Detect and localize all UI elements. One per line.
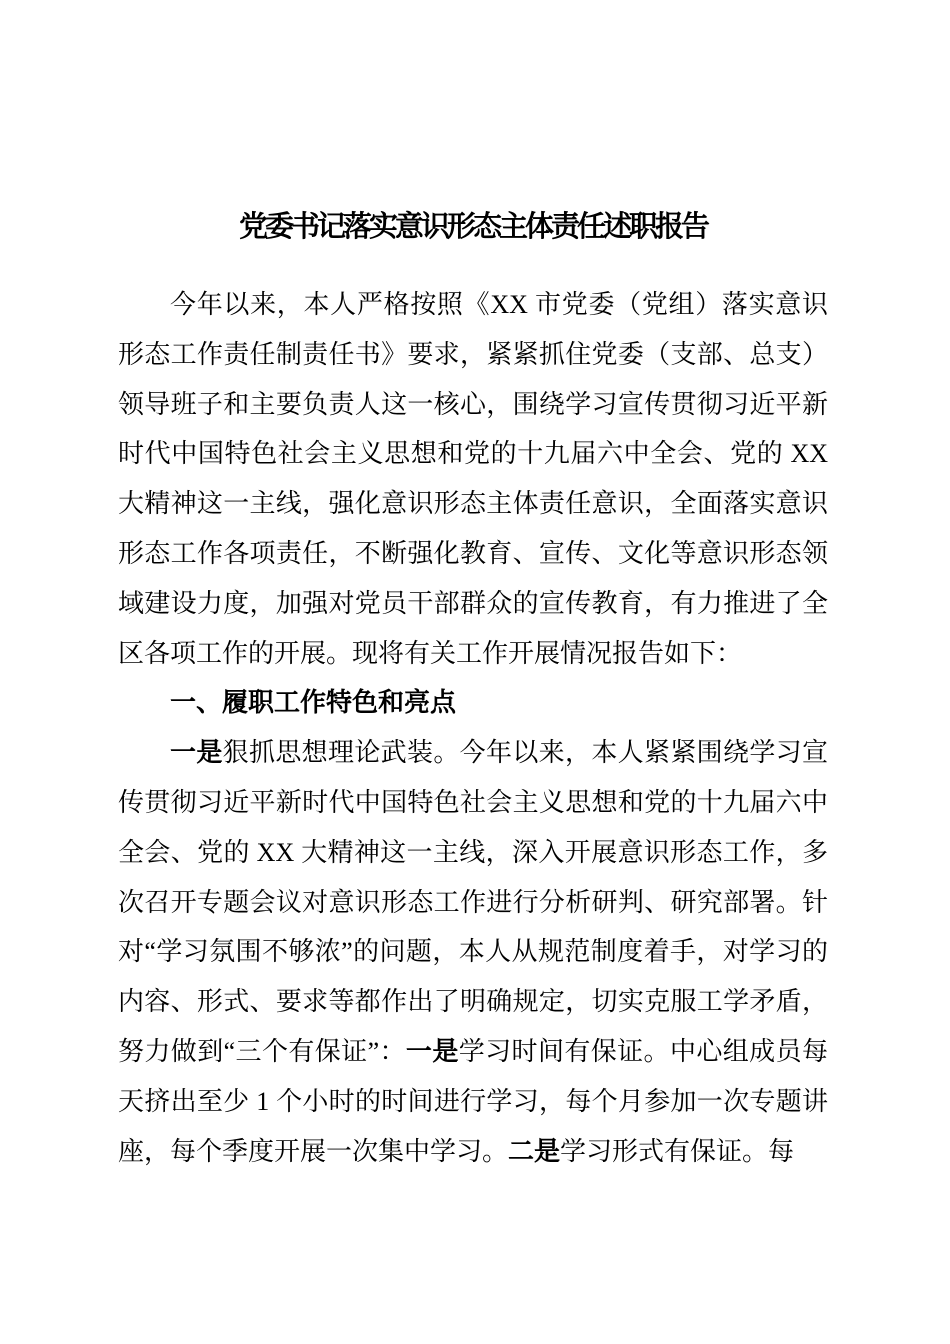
emphasis-run: 一是	[405, 1036, 459, 1066]
text-run: 今年以来，本人严格按照《XX 市党委（党组）落实意识形态工作责任制责任书》要求，紧紧抓住党委（支部、总支）领导班子和主要负责人这一核心，围绕学习宣传贯彻习近平新时代中国特色社会主义思想和党的十九届六中全会、党的 XX 大精神这一主线，强化意识形态主体责任意识，全面落实意识形态工作各项责任，不断强化教育、宣传、文化等意识形态领域建设力度，加强对党员干部群众的宣传教育，有力推进了全区各项工作的开展。现将有关工作开展情况报告如下：	[118, 290, 828, 668]
document-title: 党委书记落实意识形态主体责任述职报告	[238, 211, 707, 243]
document-body	[118, 280, 828, 1176]
paragraph	[118, 280, 828, 678]
emphasis-run: 二是	[508, 1136, 561, 1166]
emphasis-run: 一、履职工作特色和亮点	[170, 688, 457, 718]
text-run: 狠抓思想理论武装。今年以来，本人紧紧围绕学习宣传贯彻习近平新时代中国特色社会主义思想和党的十九届六中全会、党的 XX 大精神这一主线，深入开展意识形态工作，多次召开专题会议对意识形态工作进行分析研判、研究部署。针对“学习氛围不够浓”的问题，本人从规范制度着手，对学习的内容、形式、要求等都作出了明确规定，切实克服工学矛盾，努力做到“三个有保证”：	[118, 738, 828, 1066]
text-run: 学习时间有保证。中心组成员每天挤出至少 1 个小时的时间进行学习，每个月参加一次专题讲座，每个季度开展一次集中学习。	[118, 1036, 828, 1166]
paragraph	[118, 728, 828, 1176]
emphasis-run: 一是	[170, 738, 223, 768]
text-run: 学习形式有保证。每	[560, 1136, 795, 1166]
section-heading	[118, 678, 828, 728]
